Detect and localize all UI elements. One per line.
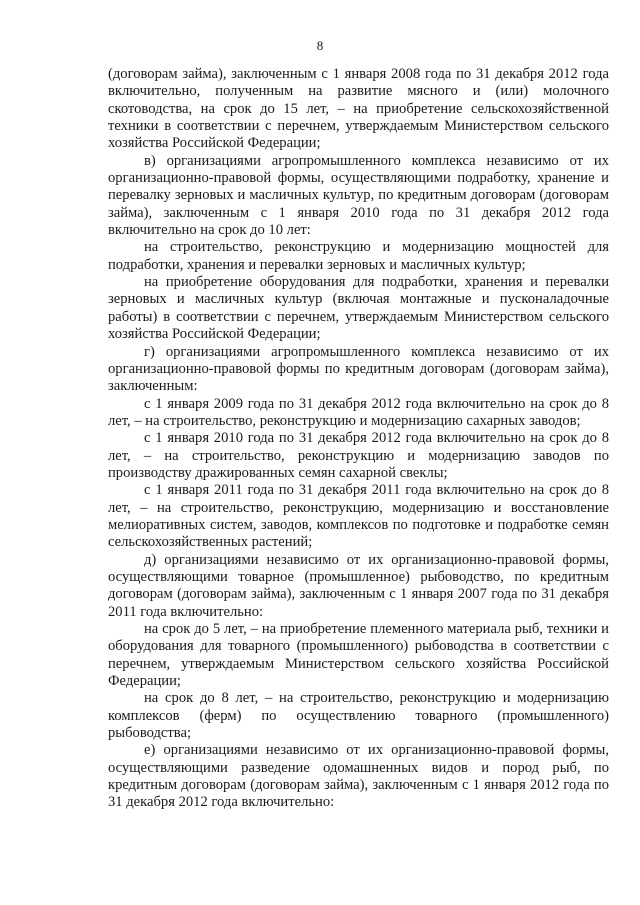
paragraph-continuation: (договорам займа), заключенным с 1 января 2008 года по 31 декабря 2012 года включительно, полученным на развитие мясного и (или) молочного скотоводства, на срок до 15 лет, – на приобретение сельскохозяйственной техники в соответствии с перечнем, утверждаемым Министерством сельского хозяйства Российской Федерации; xyxy=(108,66,609,152)
paragraph-subitem: с 1 января 2011 года по 31 декабря 2011 года включительно на срок до 8 лет, – на строительство, реконструкцию, модернизацию и восстановление мелиоративных систем, заводов, комплексов по подготовке и подработке семян сельскохозяйственных растений; xyxy=(108,482,609,551)
paragraph-subitem: с 1 января 2010 года по 31 декабря 2012 года включительно на срок до 8 лет, – на строительство, реконструкцию и модернизацию заводов по производству дражированных семян сахарной свеклы; xyxy=(108,430,609,481)
page-number: 8 xyxy=(316,38,324,53)
paragraph-subitem: на приобретение оборудования для подработки, хранения и перевалки зерновых и масличных культур (включая монтажные и пусконаладочные работы) в соответствии с перечнем, утверждаемым Министерством сельского хозяйства Российской Федерации; xyxy=(108,274,609,343)
paragraph-item-g: г) организациями агропромышленного комплекса независимо от их организационно-правовой формы по кредитным договорам (договорам займа), заключенным: xyxy=(108,343,609,395)
paragraph-item-v: в) организациями агропромышленного комплекса независимо от их организационно-правовой формы, осуществляющими подработку, хранение и перевалку зерновых и масличных культур, по кредитным договорам (договорам займа), заключенным с 1 января 2010 года по 31 декабря 2012 года включительно на срок до 10 лет: xyxy=(108,152,609,239)
paragraph-subitem: на строительство, реконструкцию и модернизацию мощностей для подработки, хранения и перевалки зерновых и масличных культур; xyxy=(108,239,609,273)
paragraph-subitem: на срок до 8 лет, – на строительство, реконструкцию и модернизацию комплексов (ферм) по осуществлению товарного (промышленного) рыбоводства; xyxy=(108,690,609,742)
paragraph-item-d: д) организациями независимо от их организационно-правовой формы, осуществляющими товарное (промышленное) рыбоводство, по кредитным договорам (договорам займа), заключенным с 1 января 2007 года по 31 декабря 2011 года включительно: xyxy=(108,551,609,620)
paragraph-item-e: е) организациями независимо от их организационно-правовой формы, осуществляющими разведение одомашненных видов и пород рыб, по кредитным договорам (договорам займа), заключенным с 1 января 2012 года по 31 декабря 2012 года включительно: xyxy=(108,742,609,811)
document-body xyxy=(108,66,609,812)
paragraph-subitem: с 1 января 2009 года по 31 декабря 2012 года включительно на срок до 8 лет, – на строительство, реконструкцию и модернизацию сахарных заводов; xyxy=(108,395,609,429)
paragraph-subitem: на срок до 5 лет, – на приобретение племенного материала рыб, техники и оборудования для товарного (промышленного) рыбоводства в соответствии с перечнем, утверждаемым Министерством сельского хозяйства Российской Федерации; xyxy=(108,621,609,690)
